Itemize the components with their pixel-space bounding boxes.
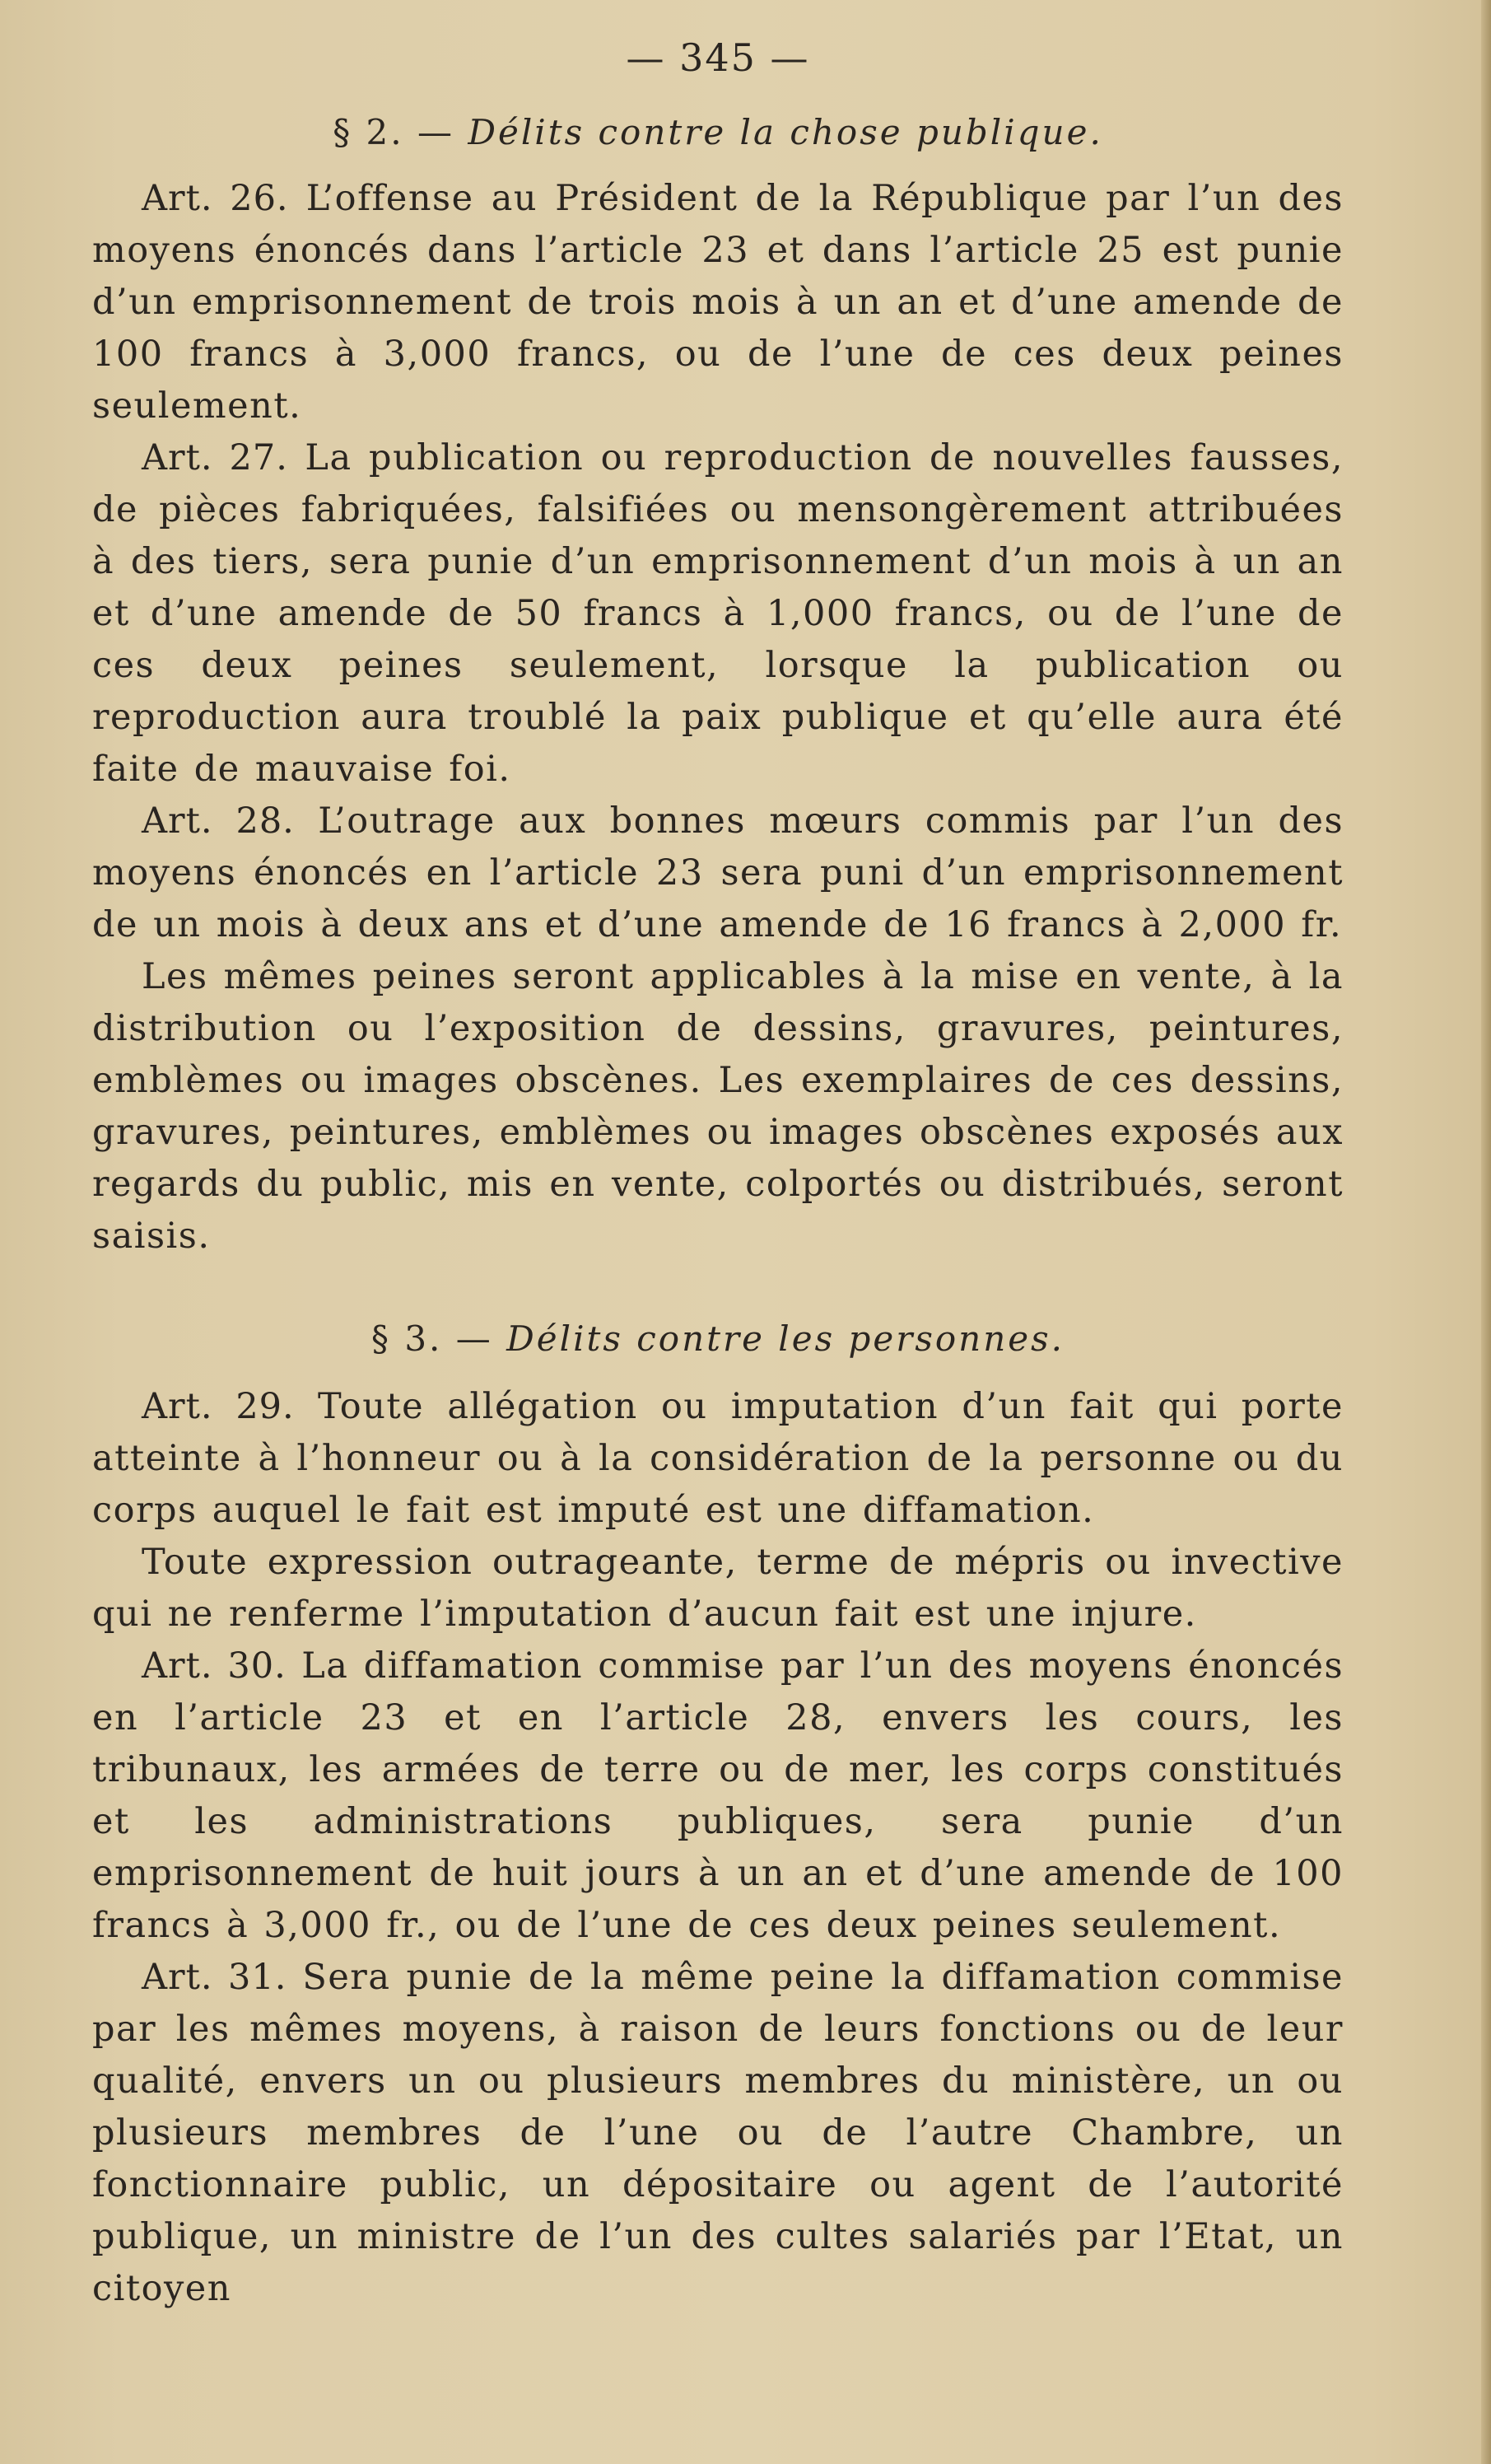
paragraph-text: Toute expression outrageante, terme de mépris ou invective qui ne renferme l’imputation d’aucun fait est une injure. xyxy=(92,1542,1344,1635)
article-label: Art. 26. xyxy=(142,178,289,219)
article-text: La diffamation commise par l’un des moyens énoncés en l’article 23 et en l’article 28, envers les cours, les tribunaux, les armées de terre ou de mer, les corps constitués et les administrations publiques, sera punie d’un emprisonnement de huit jours à un an et d’une amende de 100 francs à 3,000 fr., ou de l’une de ces deux peines seulement. xyxy=(92,1645,1344,1946)
article-27 xyxy=(92,432,1344,796)
section-heading-2 xyxy=(92,107,1344,158)
section-heading-2-title: Délits contre la chose publique. xyxy=(468,112,1103,152)
article-28 xyxy=(92,796,1344,951)
article-26 xyxy=(92,173,1344,432)
section-heading-2-label: § 2. — xyxy=(333,112,454,152)
article-text: Sera punie de la même peine la diffamation commise par les mêmes moyens, à raison de leurs fonctions ou de leur qualité, envers un ou plusieurs membres du ministère, un ou plusieurs membres de l’une ou de l’autre Chambre, un fonctionnaire public, un dépositaire ou agent de l’autorité publique, un ministre de l’un des cultes salariés par l’Etat, un citoyen xyxy=(92,1957,1344,2309)
paragraph-text: Les mêmes peines seront applicables à la mise en vente, à la distribution ou l’exposition de dessins, gravures, peintures, emblèmes ou images obscènes. Les exemplaires de ces dessins, gravures, peintures, emblèmes ou images obscènes exposés aux regards du public, mis en vente, colportés ou distribués, seront saisis. xyxy=(92,956,1344,1257)
article-label: Art. 31. xyxy=(142,1957,287,1998)
section-heading-3-title: Délits contre les personnes. xyxy=(506,1318,1065,1359)
article-31 xyxy=(92,1952,1344,2315)
article-29-continued xyxy=(92,1537,1344,1640)
article-label: Art. 28. xyxy=(142,800,295,842)
article-text: Toute allégation ou imputation d’un fait qui porte atteinte à l’honneur ou à la considération de la personne ou du corps auquel le fait est imputé est une diffamation. xyxy=(92,1386,1344,1531)
article-29 xyxy=(92,1381,1344,1537)
article-text: L’outrage aux bonnes mœurs commis par l’un des moyens énoncés en l’article 23 sera puni d’un emprisonnement de un mois à deux ans et d’une amende de 16 francs à 2,000 fr. xyxy=(92,800,1344,945)
article-30 xyxy=(92,1640,1344,1952)
section-heading-3-label: § 3. — xyxy=(370,1318,493,1359)
article-label: Art. 27. xyxy=(142,437,288,478)
article-label: Art. 29. xyxy=(142,1386,295,1427)
page-number: — 345 — xyxy=(626,35,810,80)
section-heading-3 xyxy=(92,1314,1344,1365)
page-edge xyxy=(1481,0,1491,2464)
article-28-continued xyxy=(92,951,1344,1262)
article-label: Art. 30. xyxy=(142,1645,287,1687)
article-text: La publication ou reproduction de nouvelles fausses, de pièces fabriquées, falsifiées ou mensongèrement attribuées à des tiers, sera punie d’un emprisonnement d’un mois à un an et d’une amende de 50 francs à 1,000 francs, ou de l’une de ces deux peines seulement, lorsque la publication ou reproduction aura troublé la paix publique et qu’elle aura été faite de mauvaise foi. xyxy=(92,437,1344,790)
article-text: L’offense au Président de la République par l’un des moyens énoncés dans l’article 23 et dans l’article 25 est punie d’un emprisonnement de trois mois à un an et d’une amende de 100 francs à 3,000 francs, ou de l’une de ces deux peines seulement. xyxy=(92,178,1344,427)
page-text xyxy=(92,33,1344,2315)
